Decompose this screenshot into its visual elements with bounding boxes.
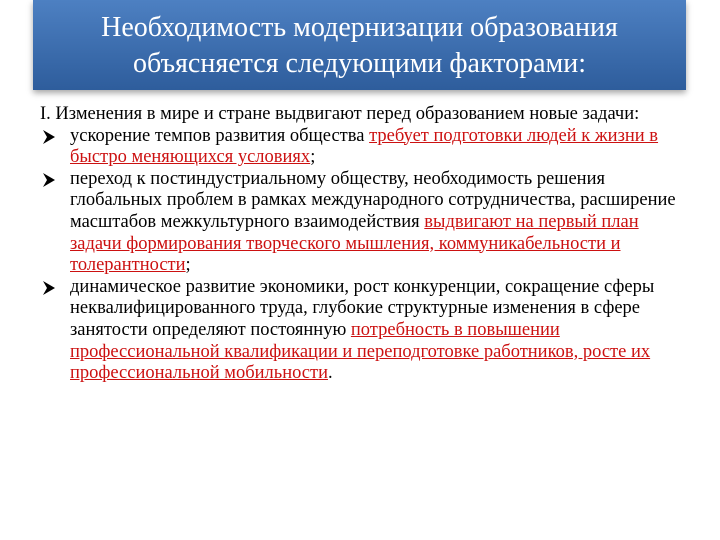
slide-body	[40, 104, 690, 385]
bullet-1-end: ;	[310, 147, 316, 168]
bullet-3-text: динамическое развитие экономики, рост конкуренции, сокращение сферы неквалифицированного труда, глубокие структурные изменения в сфере занятости определяют постоянную	[70, 276, 655, 340]
arrow-check-bullet-icon	[42, 129, 56, 145]
list-item	[40, 277, 690, 385]
bullet-2-highlight: выдвигают на первый план задачи формирования творческого мышления, коммуникабельности и толерантности	[70, 211, 639, 276]
slide-title	[33, 0, 686, 90]
arrow-check-bullet-icon	[42, 280, 56, 296]
bullet-2-end: ;	[185, 255, 191, 276]
intro-paragraph: I. Изменения в мире и стране выдвигают перед образованием новые задачи:	[40, 104, 640, 124]
title-line-2: объясняется следующими факторами:	[133, 48, 586, 79]
title-line-1: Необходимость модернизации образования	[101, 12, 618, 43]
list-item	[40, 169, 690, 277]
bullet-3-highlight: потребность в повышении профессиональной квалификации и переподготовке работников, росте их профессиональной мобильности	[70, 319, 651, 384]
list-item	[40, 126, 690, 169]
bullet-1-highlight: требует подготовки людей к жизни в быстро меняющихся условиях	[70, 125, 659, 168]
bullet-3-end: .	[328, 363, 333, 384]
bullet-2-text: переход к постиндустриальному обществу, необходимость решения глобальных проблем в рамках международного сотрудничества, расширение масштабов межкультурного взаимодействия	[70, 168, 676, 232]
bullet-1-text: ускорение темпов развития общества	[70, 125, 370, 146]
arrow-check-bullet-icon	[42, 172, 56, 188]
